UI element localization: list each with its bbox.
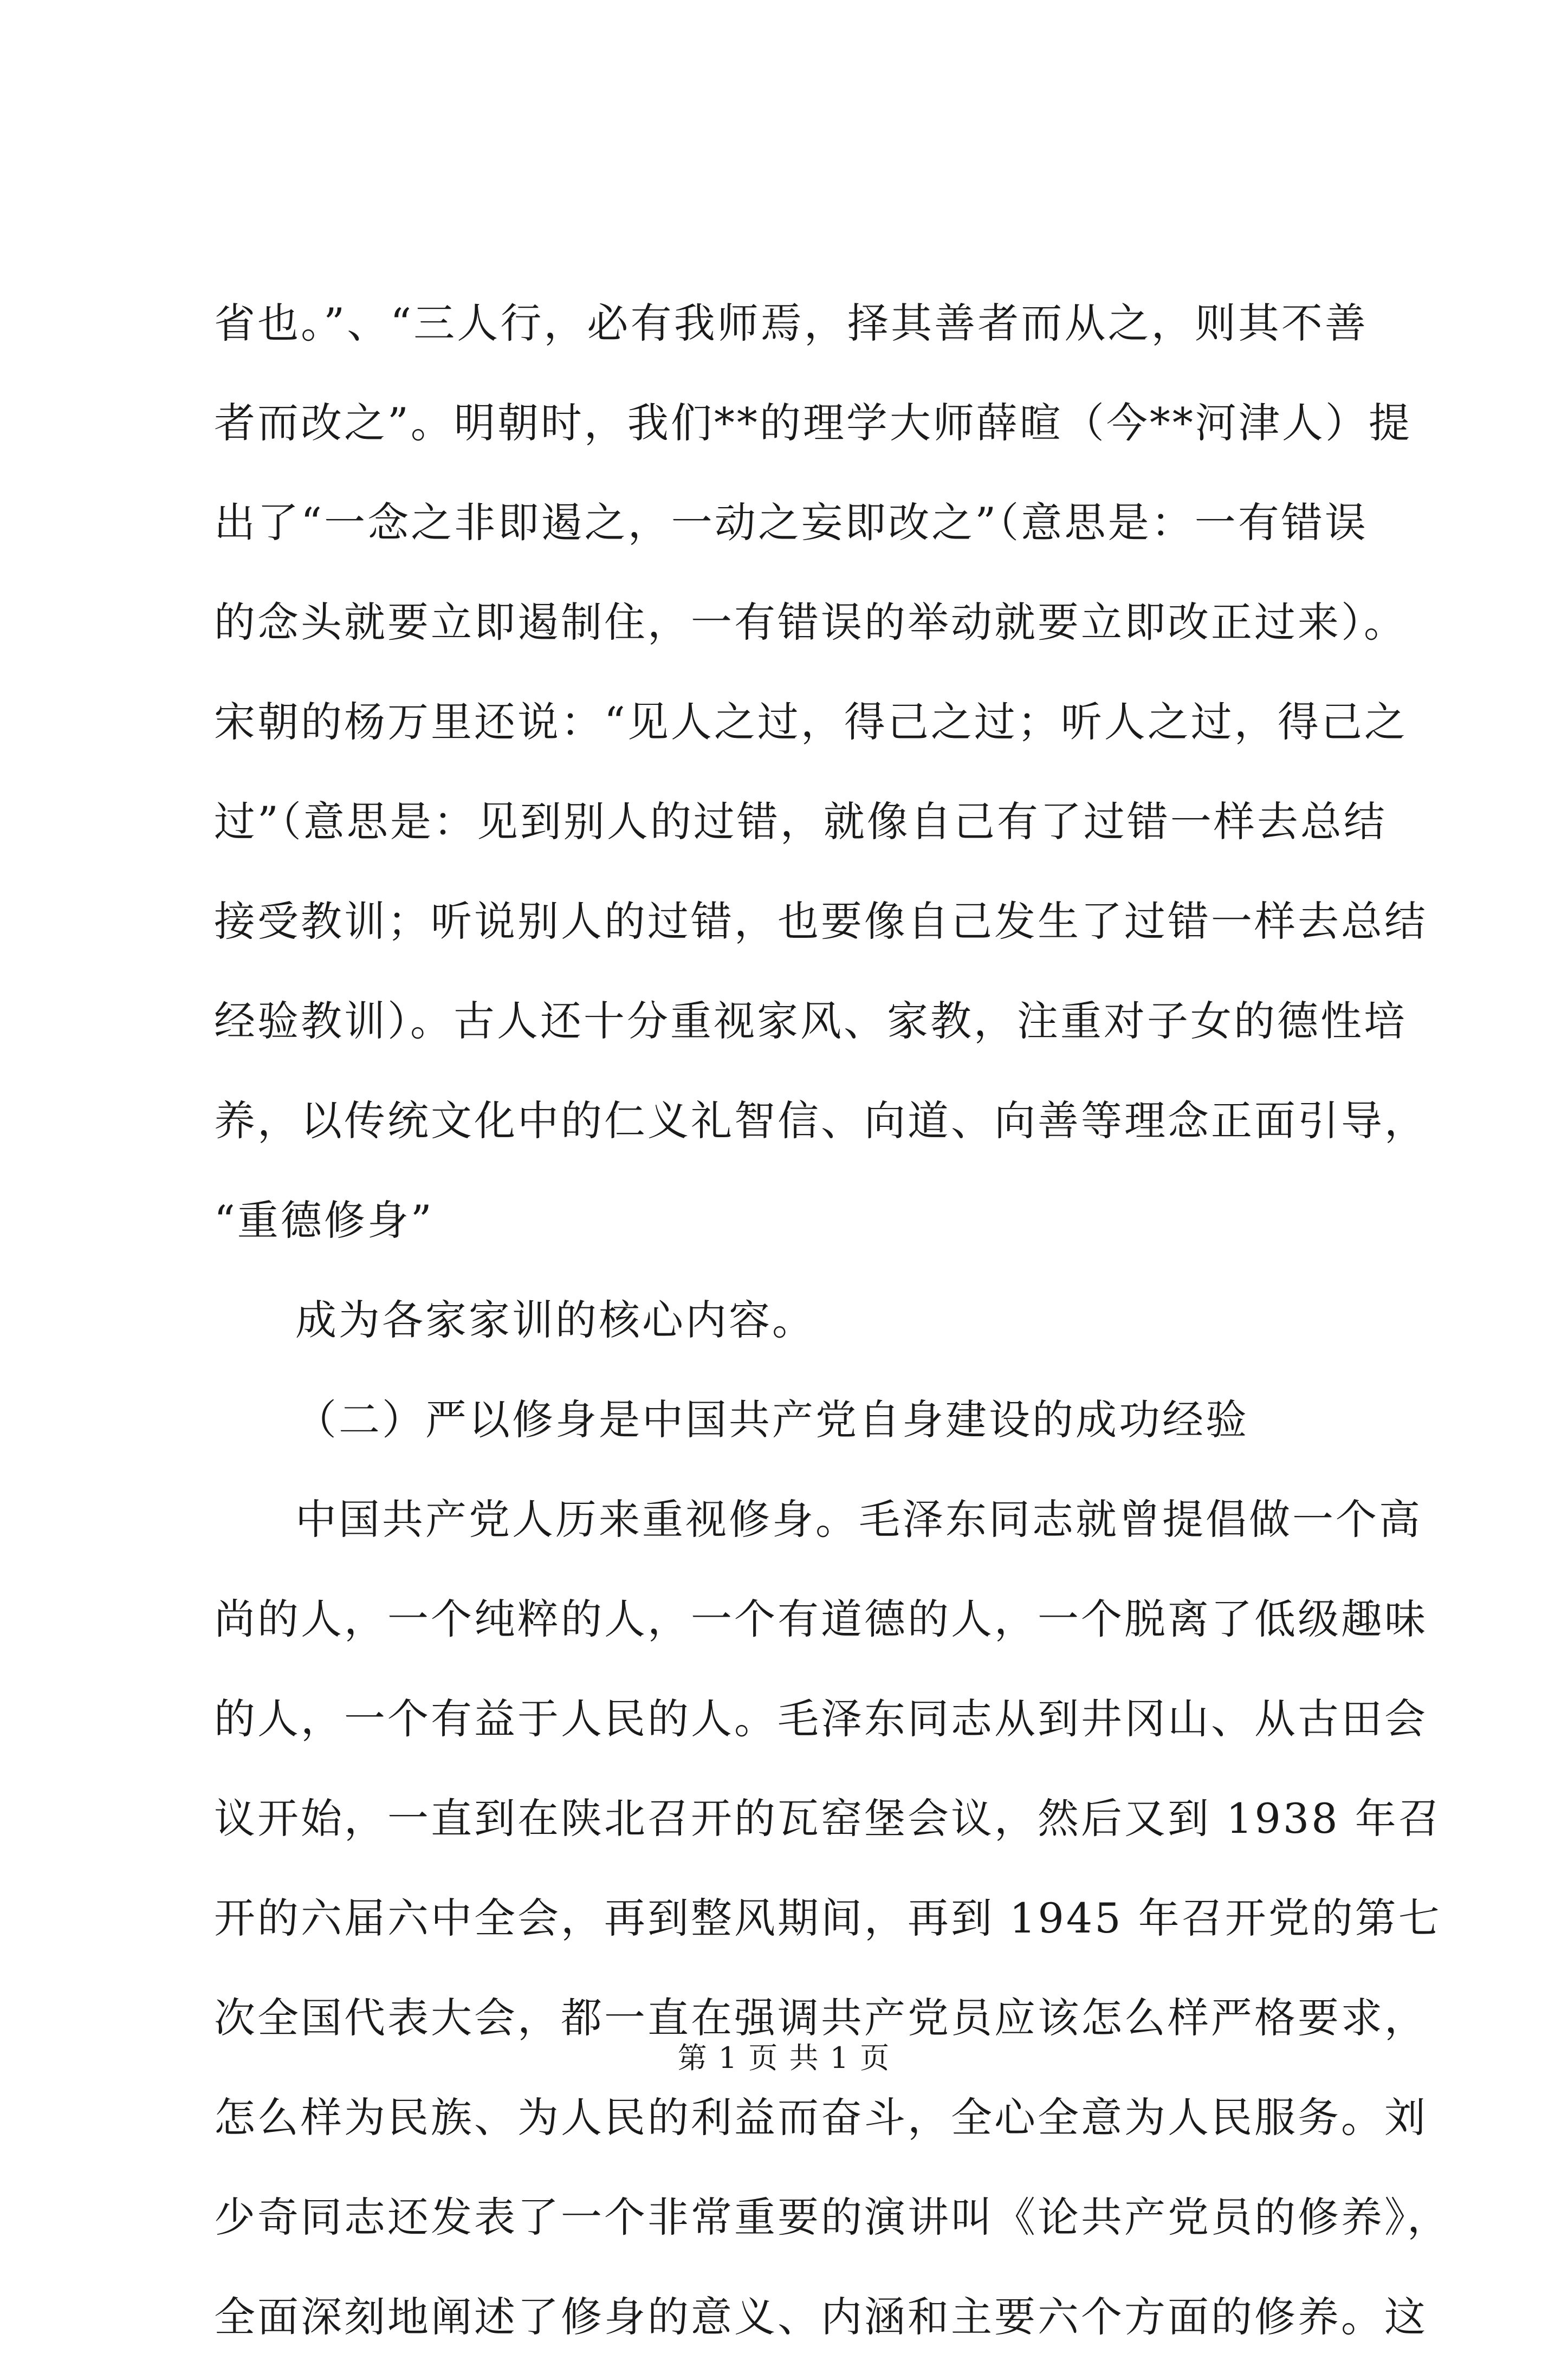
text-line: 成为各家家训的核心内容。	[295, 1296, 815, 1344]
text-line: 出了“一念之非即遏之，一动之妄即改之”（意思是：一有错误	[214, 498, 1368, 547]
text-line: 接受教训；听说别人的过错，也要像自己发生了过错一样去总结	[214, 897, 1428, 945]
text-line: 少奇同志还发表了一个非常重要的演讲叫《论共产党员的修养》，	[214, 2193, 1450, 2241]
text-line: 者而改之”。明朝时，我们**的理学大师薛暄（今**河津人）提	[214, 399, 1412, 447]
text-line: 开的六届六中全会，再到整风期间，再到 1945 年召开党的第七	[214, 1894, 1442, 1942]
text-line: 全面深刻地阐述了修身的意义、内涵和主要六个方面的修养。这	[214, 2293, 1428, 2341]
text-line: 过”（意思是：见到别人的过错，就像自己有了过错一样去总结	[214, 797, 1387, 846]
text-line: 怎么样为民族、为人民的利益而奋斗，全心全意为人民服务。刘	[214, 2093, 1428, 2142]
text-line: 省也。”、“三人行，必有我师焉，择其善者而从之，则其不善	[214, 299, 1368, 347]
text-line: 宋朝的杨万里还说：“见人之过，得己之过；听人之过，得己之	[214, 698, 1408, 746]
text-line: 的念头就要立即遏制住，一有错误的举动就要立即改正过来）。	[214, 598, 1407, 646]
text-line: 中国共产党人历来重视修身。毛泽东同志就曾提倡做一个高	[295, 1495, 1422, 1544]
text-line: 养，以传统文化中的仁义礼智信、向道、向善等理念正面引导，	[214, 1097, 1428, 1145]
text-line: 议开始，一直到在陕北召开的瓦窑堡会议，然后又到 1938 年召	[214, 1794, 1442, 1843]
text-line: 的人，一个有益于人民的人。毛泽东同志从到井冈山、从古田会	[214, 1695, 1428, 1743]
section-heading: （二）严以修身是中国共产党自身建设的成功经验	[295, 1396, 1249, 1444]
text-line: “重德修身”	[214, 1196, 434, 1244]
text-line: 次全国代表大会，都一直在强调共产党员应该怎么样严格要求，	[214, 1994, 1428, 2042]
text-line: 尚的人，一个纯粹的人，一个有道德的人，一个脱离了低级趣味	[214, 1595, 1428, 1643]
page-footer: 第 1 页 共 1 页	[677, 2041, 891, 2075]
text-line: 经验教训）。古人还十分重视家风、家教，注重对子女的德性培	[214, 997, 1407, 1045]
